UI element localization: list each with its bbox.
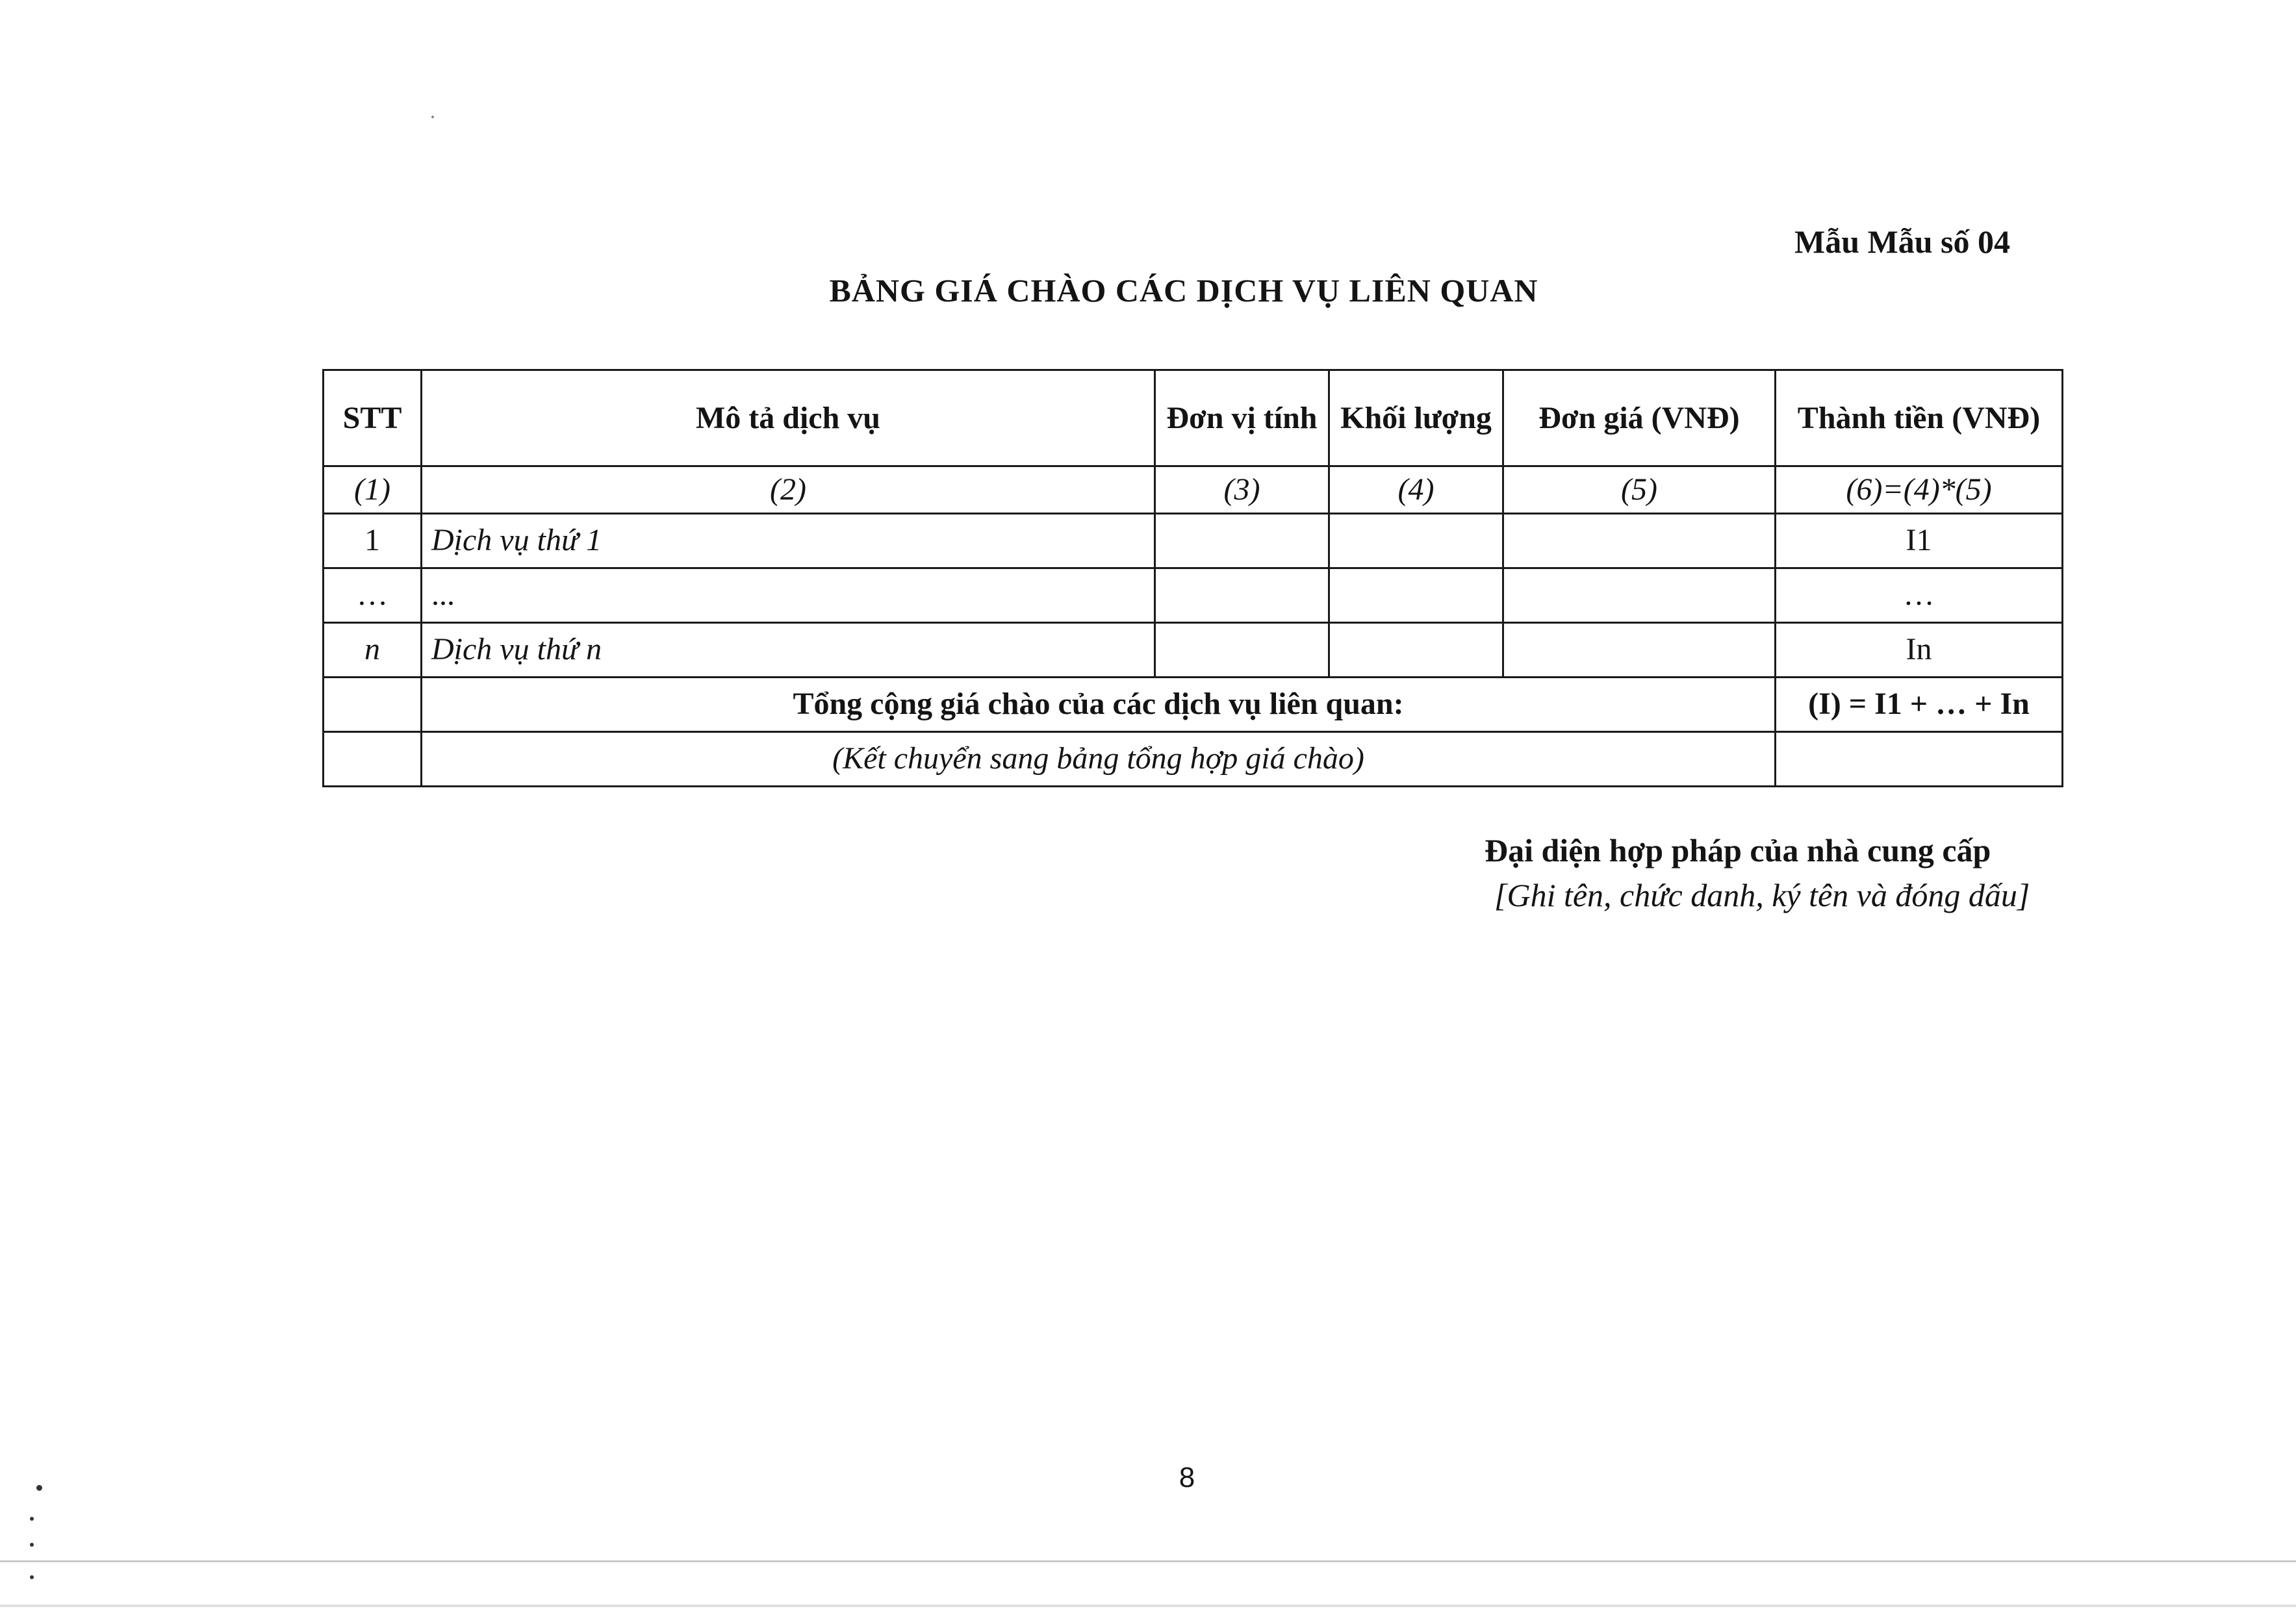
document-title: BẢNG GIÁ CHÀO CÁC DỊCH VỤ LIÊN QUAN bbox=[829, 272, 1538, 309]
row-quantity bbox=[1329, 622, 1503, 677]
header-description: Mô tả dịch vụ bbox=[422, 370, 1155, 466]
column-number: (5) bbox=[1503, 466, 1776, 514]
row-stt: 1 bbox=[324, 513, 422, 568]
total-label: Tổng cộng giá chào của các dịch vụ liên quan: bbox=[422, 677, 1776, 731]
column-number: (3) bbox=[1155, 466, 1329, 514]
carry-over-amount-cell bbox=[1776, 731, 2063, 786]
carry-over-note: (Kết chuyển sang bảng tổng hợp giá chào) bbox=[422, 731, 1776, 786]
row-unit bbox=[1155, 622, 1329, 677]
row-quantity bbox=[1329, 513, 1503, 568]
signature-note: [Ghi tên, chức danh, ký tên và đóng dấu] bbox=[1494, 877, 2030, 913]
row-unit bbox=[1155, 568, 1329, 622]
row-amount: … bbox=[1776, 568, 2063, 622]
row-unit-price bbox=[1503, 568, 1776, 622]
table-row bbox=[324, 513, 2063, 568]
scan-speck bbox=[30, 1543, 34, 1547]
price-table bbox=[322, 369, 2063, 787]
row-unit bbox=[1155, 513, 1329, 568]
row-amount: In bbox=[1776, 622, 2063, 677]
total-stt-cell bbox=[324, 677, 422, 731]
carry-over-stt-cell bbox=[324, 731, 422, 786]
row-stt: n bbox=[324, 622, 422, 677]
scan-speck bbox=[30, 1517, 34, 1521]
scan-edge-line bbox=[0, 1560, 2296, 1562]
row-description: Dịch vụ thứ 1 bbox=[422, 513, 1155, 568]
table-row bbox=[324, 568, 2063, 622]
column-number: (4) bbox=[1329, 466, 1503, 514]
column-number: (1) bbox=[324, 466, 422, 514]
header-amount: Thành tiền (VNĐ) bbox=[1776, 370, 2063, 466]
form-code: Mẫu Mẫu số 04 bbox=[1794, 223, 2010, 260]
page-number: 8 bbox=[1179, 1462, 1195, 1493]
row-stt: … bbox=[324, 568, 422, 622]
header-unit: Đơn vị tính bbox=[1155, 370, 1329, 466]
table-row bbox=[324, 622, 2063, 677]
scan-speck bbox=[431, 116, 434, 118]
signature-title: Đại diện hợp pháp của nhà cung cấp bbox=[1485, 832, 1991, 869]
total-row bbox=[324, 677, 2063, 731]
table-header-row bbox=[324, 370, 2063, 466]
scan-edge-line bbox=[0, 1605, 2296, 1607]
header-unit-price: Đơn giá (VNĐ) bbox=[1503, 370, 1776, 466]
scan-speck bbox=[36, 1485, 42, 1491]
column-number-row bbox=[324, 466, 2063, 514]
row-unit-price bbox=[1503, 622, 1776, 677]
total-value: (I) = I1 + … + In bbox=[1776, 677, 2063, 731]
scan-speck bbox=[30, 1575, 34, 1579]
header-stt: STT bbox=[324, 370, 422, 466]
header-quantity: Khối lượng bbox=[1329, 370, 1503, 466]
carry-over-row bbox=[324, 731, 2063, 786]
row-description: Dịch vụ thứ n bbox=[422, 622, 1155, 677]
row-amount: I1 bbox=[1776, 513, 2063, 568]
row-description: ... bbox=[422, 568, 1155, 622]
row-unit-price bbox=[1503, 513, 1776, 568]
row-quantity bbox=[1329, 568, 1503, 622]
column-number: (6)=(4)*(5) bbox=[1776, 466, 2063, 514]
column-number: (2) bbox=[422, 466, 1155, 514]
